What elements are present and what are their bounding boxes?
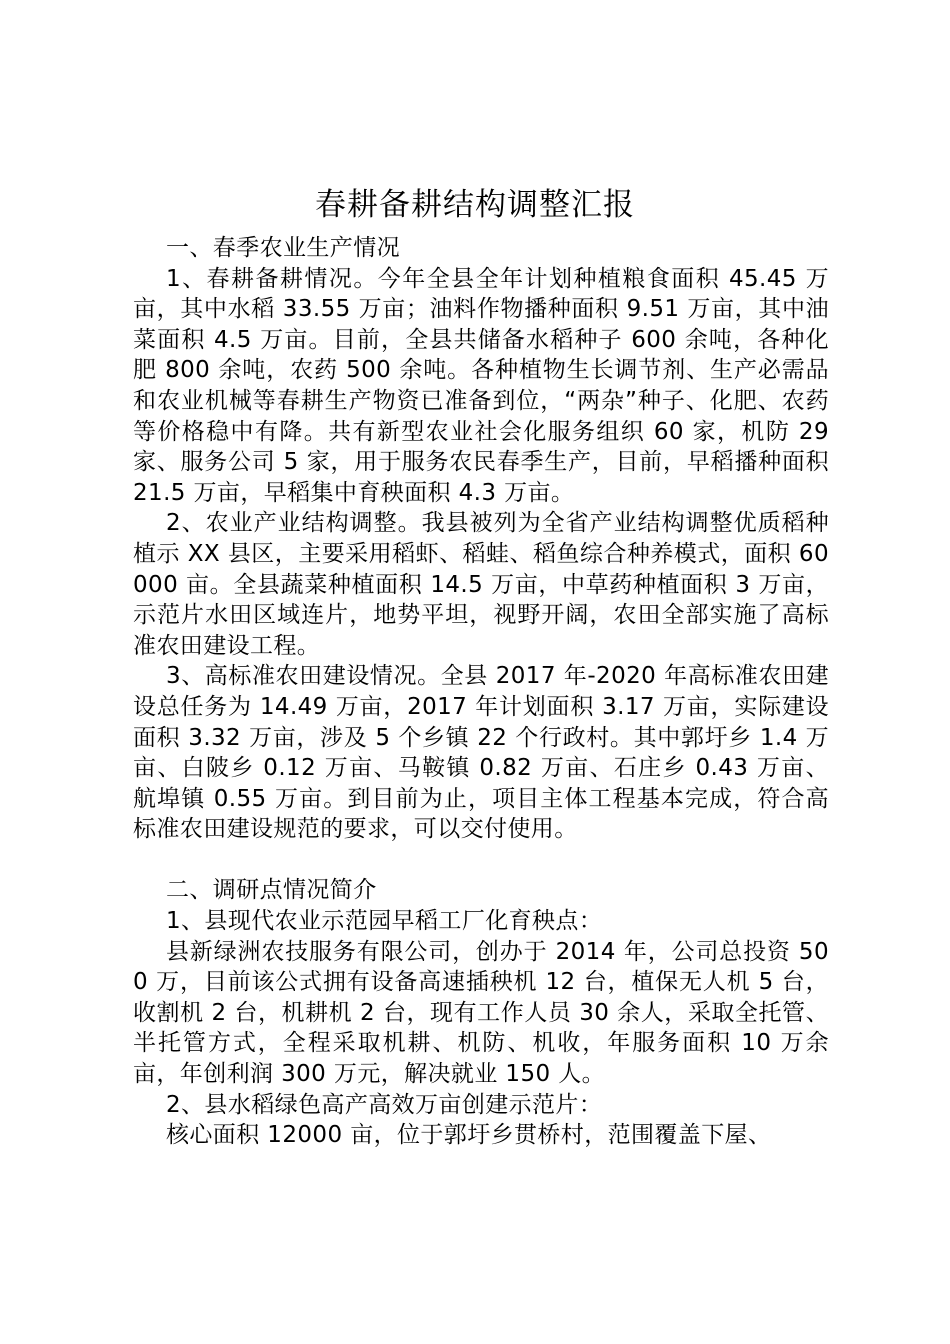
subheading-demo-area: 2、县水稻绿色高产高效万亩创建示范片： (166, 1091, 603, 1118)
paragraph-core-area: 核心面积 12000 亩，位于郭圩乡贯桥村，范围覆盖下屋、 (166, 1122, 772, 1149)
section-heading-1: 一、春季农业生产情况 (166, 235, 400, 261)
paragraph-gap (133, 845, 829, 876)
section-heading-2: 二、调研点情况简介 (166, 877, 377, 904)
paragraph-company-intro: 县新绿洲农技服务有限公司，创办于 2014 年，公司总投资 500 万，目前该公式拥有设备高速插秧机 12 台，植保无人机 5 台，收割机 2 台，机耕机 2 台，现有工作人员 30 余人，采取全托管、半托管方式，全程采取机耕、机防、机收，年服务面积 10 万余亩，年创利润 300 万元，解决就业 150 人。 (133, 938, 829, 1088)
paragraph-spring-farming: 1、春耕备耕情况。今年全县全年计划种植粮食面积 45.45 万亩，其中水稻 33.55 万亩；油料作物播种面积 9.51 万亩，其中油菜面积 4.5 万亩。目前，全县共储备水稻种子 600 余吨，各种化肥 800 余吨，农药 500 余吨。各种植物生长调节剂、生产必需品和农业机械等春耕生产物资已准备到位，“两杂”种子、化肥、农药等价格稳中有降。共有新型农业社会化服务组织 60 家，机防 29 家、服务公司 5 家，用于服务农民春季生产，目前，早稻播种面积 21.5 万亩，早稻集中育秧面积 4.3 万亩。 (133, 265, 829, 506)
paragraph-farmland-construction: 3、高标准农田建设情况。全县 2017 年-2020 年高标准农田建设总任务为 14.49 万亩，2017 年计划面积 3.17 万亩，实际建设面积 3.32 万亩，涉及 5 个乡镇 22 个行政村。其中郭圩乡 1.4 万亩、白陂乡 0.12 万亩、马鞍镇 0.82 万亩、石庄乡 0.43 万亩、航埠镇 0.55 万亩。到目前为止，项目主体工程基本完成，符合高标准农田建设规范的要求，可以交付使用。 (133, 663, 829, 843)
document-body (133, 233, 829, 1151)
subheading-seedling-site: 1、县现代农业示范园早稻工厂化育秧点： (166, 908, 603, 935)
paragraph-structure-adjustment: 2、农业产业结构调整。我县被列为全省产业结构调整优质稻种植示 XX 县区，主要采用稻虾、稻蛙、稻鱼综合种养模式，面积 60000 亩。全县蔬菜种植面积 14.5 万亩，中草药种植面积 3 万亩，示范片水田区域连片，地势平坦，视野开阔，农田全部实施了高标准农田建设工程。 (133, 510, 829, 659)
document-title: 春耕备耕结构调整汇报 (315, 187, 635, 223)
